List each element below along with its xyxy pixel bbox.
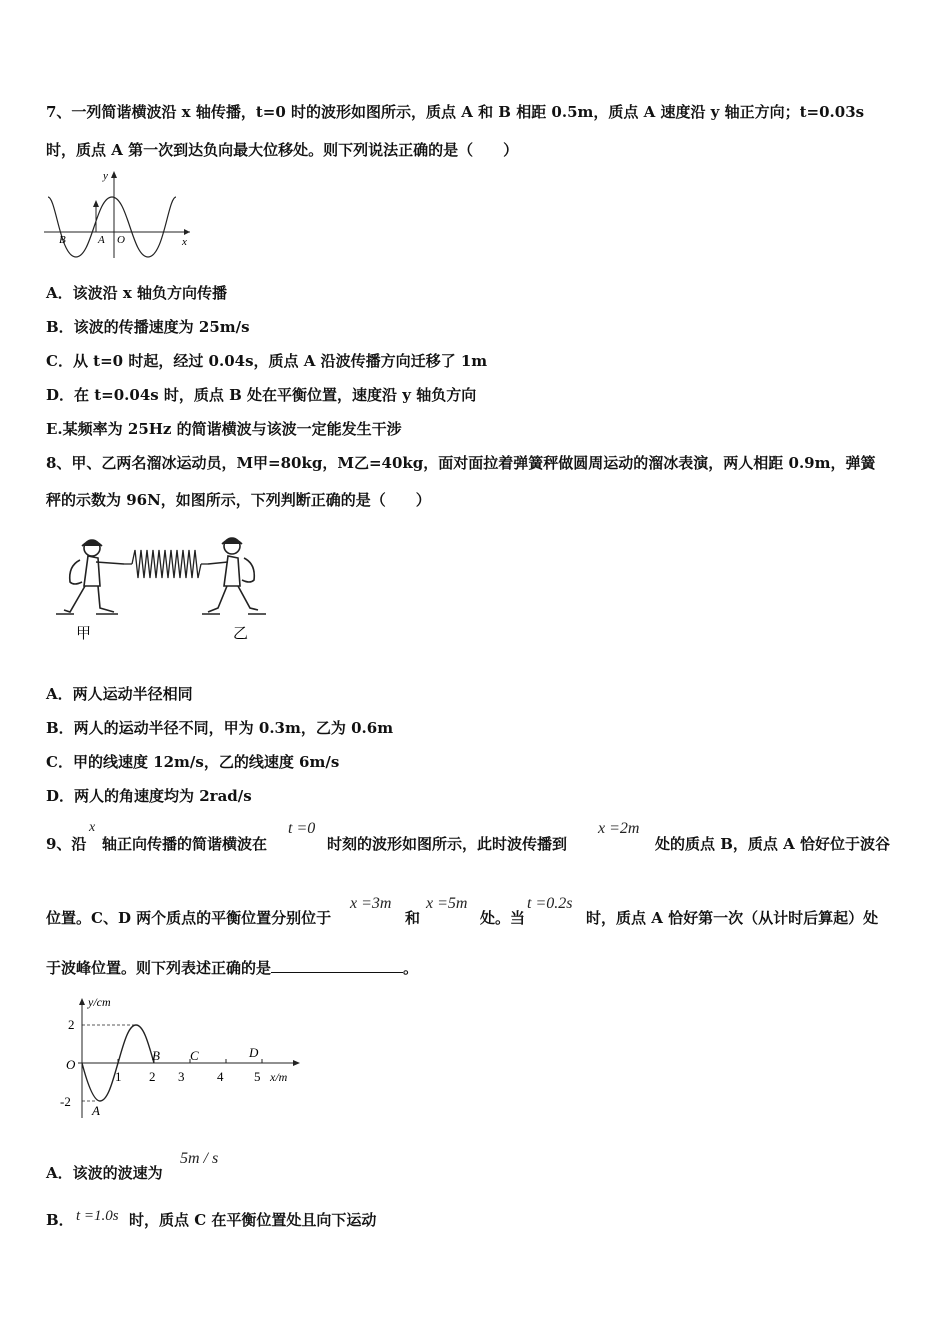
q9-fig-ytick-neg2: -2	[60, 1094, 71, 1109]
q7-fig-x-label: x	[182, 236, 187, 248]
spring-scale	[124, 550, 208, 578]
q7-option-d: D．在 t=0.04s 时，质点 B 处在平衡位置，速度沿 y 轴负方向	[46, 386, 477, 404]
q9-stem-3-end: 。	[403, 959, 419, 977]
q8-fig-label-jia: 甲	[76, 626, 92, 642]
q9-stem-1a: 9、沿	[46, 835, 87, 853]
q8-stem-line2: 秤的示数为 96N，如图所示，下列判断正确的是（ ）	[46, 491, 431, 509]
q9-fig-point-D: D	[249, 1045, 259, 1060]
q9-fig-xtick-3: 3	[178, 1069, 185, 1084]
skater-right	[202, 538, 266, 614]
q9-fig-ylabel: y/cm	[88, 995, 111, 1009]
q8-option-d: D．两人的角速度均为 2rad/s	[46, 787, 252, 805]
q9-option-b-text: 时，质点 C 在平衡位置处且向下运动	[129, 1211, 377, 1229]
q9-stem-1c: 时刻的波形如图所示，此时波传播到	[327, 835, 568, 853]
q9-stem-2d: 时，质点 A 恰好第一次（从计时后算起）处	[586, 909, 879, 927]
q7-wave-figure	[40, 166, 200, 262]
q9-stem-3	[46, 958, 418, 978]
q9-fig-ytick-2: 2	[68, 1017, 75, 1032]
q7-fig-A-label: A	[98, 234, 105, 246]
q9-stem-2c: 处。当	[480, 909, 526, 927]
q9-wave-figure	[56, 990, 306, 1122]
q9-stem-2b: 和	[405, 909, 421, 927]
q7-option-e: E.某频率为 25Hz 的简谐横波与该波一定能发生干涉	[46, 420, 402, 438]
q9-fig-xtick-2: 2	[149, 1069, 156, 1084]
q9-option-b-math: t =1.0s	[76, 1208, 119, 1224]
q9-fig-xtick-1: 1	[115, 1069, 122, 1084]
q9-fig-point-B: B	[152, 1048, 160, 1063]
q9-math-t02: t =0.2s	[527, 895, 573, 912]
q9-fig-point-C: C	[190, 1048, 199, 1063]
q9-fig-xlabel: x/m	[270, 1070, 288, 1084]
q7-option-b: B．该波的传播速度为 25m/s	[46, 318, 250, 336]
q9-stem-1b: 轴正向传播的简谐横波在	[102, 835, 268, 853]
q9-fig-point-A: A	[92, 1103, 100, 1118]
q8-fig-label-yi: 乙	[233, 626, 249, 642]
q9-math-x5: x =5m	[426, 895, 468, 912]
q7-stem-line2: 时，质点 A 第一次到达负向最大位移处。则下列说法正确的是（ ）	[46, 141, 519, 159]
q9-fig-origin: O	[66, 1057, 76, 1072]
q8-stem-line1: 8、甲、乙两名溜冰运动员，M甲=80kg，M乙=40kg，面对面拉着弹簧秤做圆周运动的溜冰表演，两人相距 0.9m，弹簧	[46, 454, 876, 472]
q7-option-c: C．从 t=0 时起，经过 0.04s，质点 A 沿波传播方向迁移了 1m	[46, 352, 488, 370]
q9-math-x: x	[89, 820, 96, 835]
q9-option-a-math: 5m / s	[180, 1150, 219, 1167]
q8-option-a: A．两人运动半径相同	[46, 685, 193, 703]
q7-option-a: A．该波沿 x 轴负方向传播	[46, 284, 228, 302]
q9-stem-2a: 位置。C、D 两个质点的平衡位置分别位于	[46, 909, 332, 927]
skater-left	[56, 540, 124, 614]
q9-answer-blank[interactable]	[271, 958, 403, 973]
q9-math-x3: x =3m	[350, 895, 392, 912]
q9-fig-xtick-4: 4	[217, 1069, 224, 1084]
q9-math-t0: t =0	[288, 820, 316, 837]
q9-option-a: A．该波的波速为	[46, 1164, 163, 1182]
q8-skaters-figure	[52, 534, 272, 646]
q9-stem-3-text: 于波峰位置。则下列表述正确的是	[46, 959, 272, 977]
q8-option-c: C．甲的线速度 12m/s，乙的线速度 6m/s	[46, 753, 340, 771]
q7-fig-y-label: y	[103, 170, 108, 182]
q7-fig-B-label: B	[59, 234, 66, 246]
q7-fig-O-label: O	[117, 234, 125, 246]
q9-stem-1d: 处的质点 B，质点 A 恰好位于波谷	[655, 835, 890, 853]
q9-math-x2: x =2m	[598, 820, 640, 837]
q9-fig-xtick-5: 5	[254, 1069, 261, 1084]
q7-stem-line1: 7、一列简谐横波沿 x 轴传播，t=0 时的波形如图所示，质点 A 和 B 相距 0.5m，质点 A 速度沿 y 轴正方向；t=0.03s	[46, 103, 865, 121]
q9-option-b-prefix: B．	[46, 1211, 74, 1229]
q8-option-b: B．两人的运动半径不同，甲为 0.3m，乙为 0.6m	[46, 719, 394, 737]
